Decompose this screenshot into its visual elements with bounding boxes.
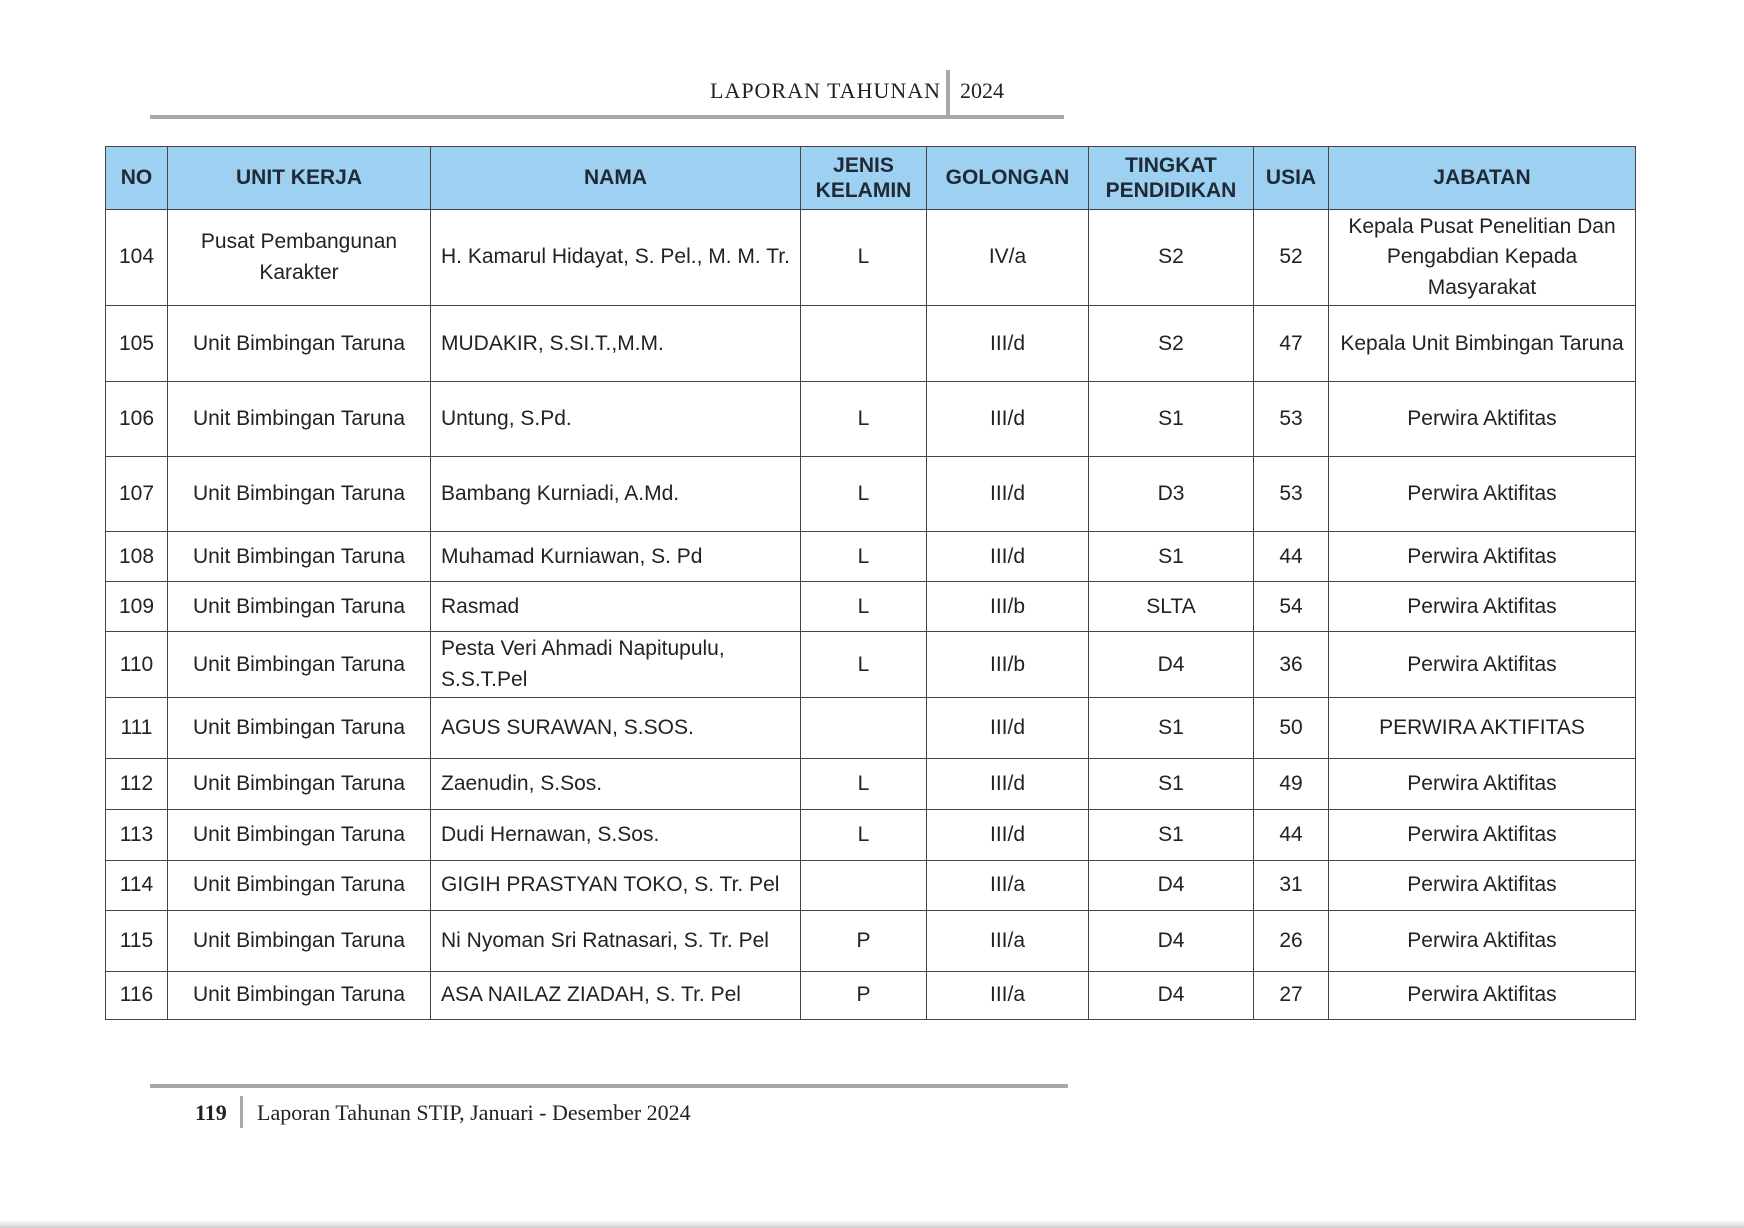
table-row	[106, 532, 1636, 582]
table-row	[106, 861, 1636, 911]
page-bottom-shadow	[0, 1220, 1744, 1228]
cell-nama: Pesta Veri Ahmadi Napitupulu, S.S.T.Pel	[431, 632, 801, 698]
table-row	[106, 582, 1636, 632]
cell-jabatan: Perwira Aktifitas	[1329, 861, 1636, 911]
cell-golongan: III/d	[927, 810, 1089, 861]
cell-golongan: III/a	[927, 861, 1089, 911]
cell-tingkat-pendidikan: S1	[1089, 382, 1254, 457]
column-header-usia: USIA	[1254, 147, 1329, 210]
cell-usia: 53	[1254, 382, 1329, 457]
cell-nama: Bambang Kurniadi, A.Md.	[431, 457, 801, 532]
cell-unit-kerja: Unit Bimbingan Taruna	[168, 911, 431, 972]
cell-usia: 26	[1254, 911, 1329, 972]
cell-usia: 44	[1254, 532, 1329, 582]
cell-tingkat-pendidikan: S2	[1089, 306, 1254, 382]
cell-usia: 47	[1254, 306, 1329, 382]
cell-tingkat-pendidikan: D4	[1089, 972, 1254, 1020]
table-row	[106, 911, 1636, 972]
column-header-jenis-kelamin: JENIS KELAMIN	[801, 147, 927, 210]
cell-jabatan: PERWIRA AKTIFITAS	[1329, 698, 1636, 759]
cell-jenis-kelamin: L	[801, 582, 927, 632]
cell-jenis-kelamin	[801, 861, 927, 911]
table-row	[106, 210, 1636, 306]
cell-jenis-kelamin	[801, 698, 927, 759]
cell-golongan: III/a	[927, 911, 1089, 972]
cell-usia: 31	[1254, 861, 1329, 911]
cell-no: 106	[106, 382, 168, 457]
cell-unit-kerja: Unit Bimbingan Taruna	[168, 810, 431, 861]
cell-unit-kerja: Unit Bimbingan Taruna	[168, 532, 431, 582]
page-number: 119	[195, 1100, 227, 1125]
header-title: LAPORAN TAHUNAN	[710, 78, 942, 103]
cell-unit-kerja: Pusat Pembangunan Karakter	[168, 210, 431, 306]
header-divider	[946, 70, 950, 116]
table-row	[106, 810, 1636, 861]
cell-no: 107	[106, 457, 168, 532]
cell-no: 104	[106, 210, 168, 306]
cell-usia: 54	[1254, 582, 1329, 632]
column-header-nama: NAMA	[431, 147, 801, 210]
cell-jenis-kelamin: L	[801, 632, 927, 698]
cell-golongan: III/b	[927, 582, 1089, 632]
cell-nama: H. Kamarul Hidayat, S. Pel., M. M. Tr.	[431, 210, 801, 306]
cell-unit-kerja: Unit Bimbingan Taruna	[168, 582, 431, 632]
cell-nama: Ni Nyoman Sri Ratnasari, S. Tr. Pel	[431, 911, 801, 972]
cell-unit-kerja: Unit Bimbingan Taruna	[168, 759, 431, 810]
cell-no: 114	[106, 861, 168, 911]
cell-golongan: III/d	[927, 532, 1089, 582]
table-body	[106, 210, 1636, 1020]
cell-golongan: III/d	[927, 698, 1089, 759]
cell-jenis-kelamin: P	[801, 911, 927, 972]
header-rule	[150, 115, 1064, 119]
cell-jenis-kelamin: L	[801, 810, 927, 861]
footer-divider	[240, 1096, 243, 1128]
cell-unit-kerja: Unit Bimbingan Taruna	[168, 306, 431, 382]
cell-nama: MUDAKIR, S.SI.T.,M.M.	[431, 306, 801, 382]
cell-usia: 53	[1254, 457, 1329, 532]
cell-no: 116	[106, 972, 168, 1020]
cell-usia: 50	[1254, 698, 1329, 759]
cell-no: 113	[106, 810, 168, 861]
cell-tingkat-pendidikan: D4	[1089, 861, 1254, 911]
cell-jabatan: Perwira Aktifitas	[1329, 972, 1636, 1020]
cell-jenis-kelamin: L	[801, 759, 927, 810]
cell-no: 108	[106, 532, 168, 582]
cell-jabatan: Perwira Aktifitas	[1329, 582, 1636, 632]
cell-unit-kerja: Unit Bimbingan Taruna	[168, 972, 431, 1020]
cell-no: 112	[106, 759, 168, 810]
cell-nama: Untung, S.Pd.	[431, 382, 801, 457]
cell-tingkat-pendidikan: SLTA	[1089, 582, 1254, 632]
cell-unit-kerja: Unit Bimbingan Taruna	[168, 457, 431, 532]
table-row	[106, 306, 1636, 382]
cell-jabatan: Perwira Aktifitas	[1329, 457, 1636, 532]
column-header-tingkat-pendidikan: TINGKAT PENDIDIKAN	[1089, 147, 1254, 210]
cell-nama: Muhamad Kurniawan, S. Pd	[431, 532, 801, 582]
cell-jabatan: Perwira Aktifitas	[1329, 911, 1636, 972]
cell-nama: AGUS SURAWAN, S.SOS.	[431, 698, 801, 759]
cell-jenis-kelamin: L	[801, 457, 927, 532]
column-header-no: NO	[106, 147, 168, 210]
cell-jabatan: Perwira Aktifitas	[1329, 810, 1636, 861]
cell-jabatan: Perwira Aktifitas	[1329, 759, 1636, 810]
cell-no: 105	[106, 306, 168, 382]
cell-tingkat-pendidikan: S1	[1089, 698, 1254, 759]
cell-golongan: III/d	[927, 759, 1089, 810]
cell-jenis-kelamin: L	[801, 210, 927, 306]
cell-usia: 52	[1254, 210, 1329, 306]
cell-jabatan: Kepala Unit Bimbingan Taruna	[1329, 306, 1636, 382]
cell-tingkat-pendidikan: D4	[1089, 911, 1254, 972]
column-header-golongan: GOLONGAN	[927, 147, 1089, 210]
cell-unit-kerja: Unit Bimbingan Taruna	[168, 698, 431, 759]
cell-nama: Zaenudin, S.Sos.	[431, 759, 801, 810]
cell-usia: 49	[1254, 759, 1329, 810]
cell-jabatan: Kepala Pusat Penelitian Dan Pengabdian Kepada Masyarakat	[1329, 210, 1636, 306]
cell-jenis-kelamin: L	[801, 532, 927, 582]
table-row	[106, 382, 1636, 457]
cell-golongan: III/a	[927, 972, 1089, 1020]
page-footer	[150, 1084, 1068, 1134]
header-year: 2024	[960, 78, 1004, 103]
cell-nama: Rasmad	[431, 582, 801, 632]
cell-usia: 36	[1254, 632, 1329, 698]
cell-golongan: IV/a	[927, 210, 1089, 306]
footer-text: Laporan Tahunan STIP, Januari - Desember 2024	[257, 1100, 691, 1125]
cell-jenis-kelamin: L	[801, 382, 927, 457]
column-header-jabatan: JABATAN	[1329, 147, 1636, 210]
cell-no: 111	[106, 698, 168, 759]
cell-tingkat-pendidikan: S1	[1089, 532, 1254, 582]
cell-no: 115	[106, 911, 168, 972]
cell-golongan: III/d	[927, 382, 1089, 457]
cell-unit-kerja: Unit Bimbingan Taruna	[168, 861, 431, 911]
cell-tingkat-pendidikan: S2	[1089, 210, 1254, 306]
cell-no: 109	[106, 582, 168, 632]
cell-nama: Dudi Hernawan, S.Sos.	[431, 810, 801, 861]
cell-jabatan: Perwira Aktifitas	[1329, 532, 1636, 582]
cell-no: 110	[106, 632, 168, 698]
table-row	[106, 457, 1636, 532]
table-row	[106, 698, 1636, 759]
cell-jenis-kelamin: P	[801, 972, 927, 1020]
table-header-row	[106, 147, 1636, 210]
cell-nama: ASA NAILAZ ZIADAH, S. Tr. Pel	[431, 972, 801, 1020]
table-row	[106, 759, 1636, 810]
table-row	[106, 972, 1636, 1020]
cell-tingkat-pendidikan: S1	[1089, 810, 1254, 861]
cell-jabatan: Perwira Aktifitas	[1329, 382, 1636, 457]
footer-rule	[150, 1084, 1068, 1088]
cell-usia: 44	[1254, 810, 1329, 861]
cell-jabatan: Perwira Aktifitas	[1329, 632, 1636, 698]
cell-usia: 27	[1254, 972, 1329, 1020]
staff-table	[105, 146, 1636, 1020]
cell-unit-kerja: Unit Bimbingan Taruna	[168, 632, 431, 698]
column-header-unit-kerja: UNIT KERJA	[168, 147, 431, 210]
cell-golongan: III/d	[927, 306, 1089, 382]
table-row	[106, 632, 1636, 698]
cell-golongan: III/b	[927, 632, 1089, 698]
cell-golongan: III/d	[927, 457, 1089, 532]
cell-tingkat-pendidikan: D3	[1089, 457, 1254, 532]
cell-tingkat-pendidikan: S1	[1089, 759, 1254, 810]
cell-nama: GIGIH PRASTYAN TOKO, S. Tr. Pel	[431, 861, 801, 911]
page-header	[150, 70, 1064, 118]
cell-unit-kerja: Unit Bimbingan Taruna	[168, 382, 431, 457]
cell-tingkat-pendidikan: D4	[1089, 632, 1254, 698]
cell-jenis-kelamin	[801, 306, 927, 382]
